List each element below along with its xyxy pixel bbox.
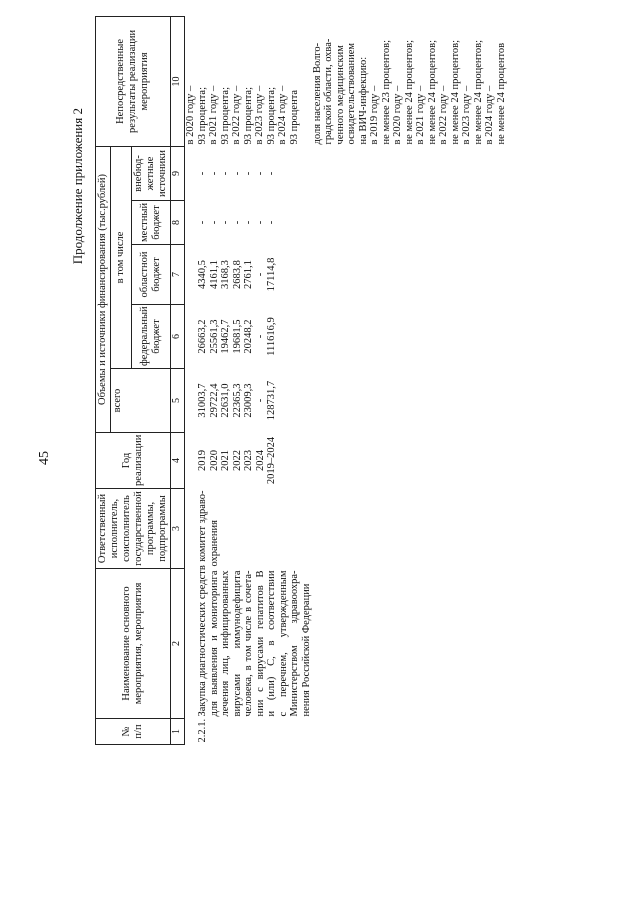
column-number: 6 [171, 305, 185, 369]
year-value: 2021 [220, 450, 232, 471]
local-value: - [197, 220, 209, 225]
header-results: Непосредственные результаты реализации мероприятия [96, 16, 171, 146]
extra-value: - [231, 171, 243, 176]
result-line: 93 процента; [242, 87, 254, 145]
extra-value: - [254, 171, 266, 176]
appendix-continuation-note: Продолжение приложения 2 [70, 108, 85, 265]
column-number: 4 [171, 433, 185, 489]
year-value: 2022 [231, 450, 243, 471]
result-line: 93 процента [288, 89, 300, 145]
column-number: 8 [171, 201, 185, 245]
federal-value: 20248,2 [243, 319, 255, 354]
row-executor [185, 489, 508, 569]
local-value: - [266, 220, 278, 225]
page-number: 45 [37, 451, 52, 465]
result-line: не менее 24 процентов [495, 42, 507, 145]
result-line: в 2022 году – [438, 85, 450, 145]
row-years [185, 433, 508, 489]
local-value: - [220, 220, 232, 225]
row-name-line: Закупка диагностических средств [197, 565, 209, 717]
federal-value: - [254, 334, 266, 339]
row-name-line: и (или) С, в соответствии [266, 570, 278, 717]
total-value: 22631,0 [220, 383, 232, 418]
row-local [185, 201, 508, 245]
total-value: 128731,7 [266, 380, 278, 421]
regional-value: 4340,5 [197, 260, 209, 289]
federal-value: 111616,9 [266, 317, 278, 356]
header-year: Год реализации [96, 433, 171, 489]
result-line: освидетельствованием [346, 43, 358, 145]
column-number: 2 [171, 569, 185, 719]
result-line: в 2021 году – [208, 85, 220, 145]
row-name [185, 565, 508, 719]
column-number: 9 [171, 146, 185, 200]
row-name-line: лечения лиц, инфицированных [220, 570, 232, 717]
result-line: в 2021 году – [415, 85, 427, 145]
row-federal [185, 305, 508, 369]
extra-value: - [243, 171, 255, 176]
result-line: на ВИЧ-инфекцию: [357, 56, 369, 145]
header-total: всего [111, 369, 171, 433]
result-line: в 2024 году – [484, 85, 496, 145]
result-line: в 2022 году – [231, 85, 243, 145]
column-number-row [171, 16, 185, 744]
header-extra: внебюд-жетные источники [132, 146, 171, 200]
total-value: 31003,7 [197, 383, 209, 418]
table-row [185, 16, 508, 744]
header-num: № п/п [96, 719, 171, 745]
column-number: 5 [171, 369, 185, 433]
result-line: в 2020 году – [392, 85, 404, 145]
total-value: 29722,4 [208, 383, 220, 418]
extra-value: - [208, 171, 220, 176]
header-regional: областной бюджет [132, 245, 171, 305]
row-name-line: для выявления и мониторинга [208, 570, 220, 717]
result-line: не менее 23 процентов; [380, 39, 392, 145]
regional-value: 3168,3 [220, 260, 232, 289]
year-value: 2024 [254, 450, 266, 471]
row-total [185, 369, 508, 433]
row-name-line: нения Российской Федерации [300, 583, 312, 717]
total-value: 23009,3 [243, 383, 255, 418]
result-line: доля населения Волго- [311, 42, 323, 145]
row-extra [185, 146, 508, 200]
row-name-line: человека, в том числе в сочета- [243, 570, 255, 717]
header-executor: Ответственный исполнитель, соисполнитель государственной программы, подпрограммы [96, 489, 171, 569]
result-line: не менее 24 процентов; [449, 39, 461, 145]
federal-value: 19462,7 [220, 319, 232, 354]
federal-value: 25561,3 [208, 319, 220, 354]
total-value: 22365,3 [231, 383, 243, 418]
row-name-line: вирусами иммунодефицита [231, 570, 243, 717]
row-name-line: нии с вирусами гепатитов В [254, 570, 266, 717]
row-name-line: с перечнем, утвержденным [277, 570, 289, 717]
header-name: Наименование основного мероприятия, мероприятия [96, 569, 171, 719]
row-executor-line: комитет здраво- [197, 490, 209, 562]
row-executor-line: охранения [208, 520, 220, 567]
federal-value: 26663,2 [197, 319, 209, 354]
year-value: 2023 [243, 450, 255, 471]
local-value: - [208, 220, 220, 225]
regional-value: - [254, 272, 266, 277]
year-value: 2020 [208, 450, 220, 471]
extra-value: - [220, 171, 232, 176]
result-line: градской области, охва- [323, 38, 335, 145]
result-line: в 2020 году – [185, 85, 197, 145]
result-line [300, 18, 312, 144]
row-regional [185, 245, 508, 305]
year-value: 2019 [197, 450, 209, 471]
federal-value: 19681,5 [231, 319, 243, 354]
local-value: - [243, 220, 255, 225]
column-number: 7 [171, 245, 185, 305]
result-line: 93 процента; [219, 87, 231, 145]
row-name-line: Министерством здравоохра- [289, 570, 301, 717]
result-line: ченного медицинским [334, 45, 346, 145]
regional-value: 4161,1 [208, 260, 220, 289]
row-results [185, 16, 508, 146]
result-line: не менее 24 процентов; [472, 39, 484, 145]
column-number: 10 [171, 16, 185, 146]
header-federal: федеральный бюджет [132, 305, 171, 369]
regional-value: 2761,1 [243, 260, 255, 289]
regional-value: 2683,8 [231, 260, 243, 289]
row-number: 2.2.1. [197, 718, 209, 743]
local-value: - [231, 220, 243, 225]
year-value: 2019–2024 [266, 436, 278, 485]
regional-value: 17114,8 [266, 257, 278, 292]
result-line: в 2023 году – [254, 85, 266, 145]
result-line: 93 процента; [196, 87, 208, 145]
header-in-that: в том числе [111, 146, 132, 368]
total-value: - [254, 398, 266, 403]
result-line: 93 процента; [265, 87, 277, 145]
result-line: в 2024 году – [277, 85, 289, 145]
extra-value: - [266, 171, 278, 176]
result-line: в 2023 году – [461, 85, 473, 145]
result-line: не менее 24 процентов; [403, 39, 415, 145]
column-number: 1 [171, 719, 185, 745]
extra-value: - [197, 171, 209, 176]
result-line: в 2019 году – [369, 85, 381, 145]
local-value: - [254, 220, 266, 225]
header-local: местный бюджет [132, 201, 171, 245]
funding-table [95, 16, 507, 745]
header-funding: Объемы и источники финансирования (тыс.рублей) [96, 146, 111, 432]
result-line: не менее 24 процентов; [426, 39, 438, 145]
column-number: 3 [171, 489, 185, 569]
